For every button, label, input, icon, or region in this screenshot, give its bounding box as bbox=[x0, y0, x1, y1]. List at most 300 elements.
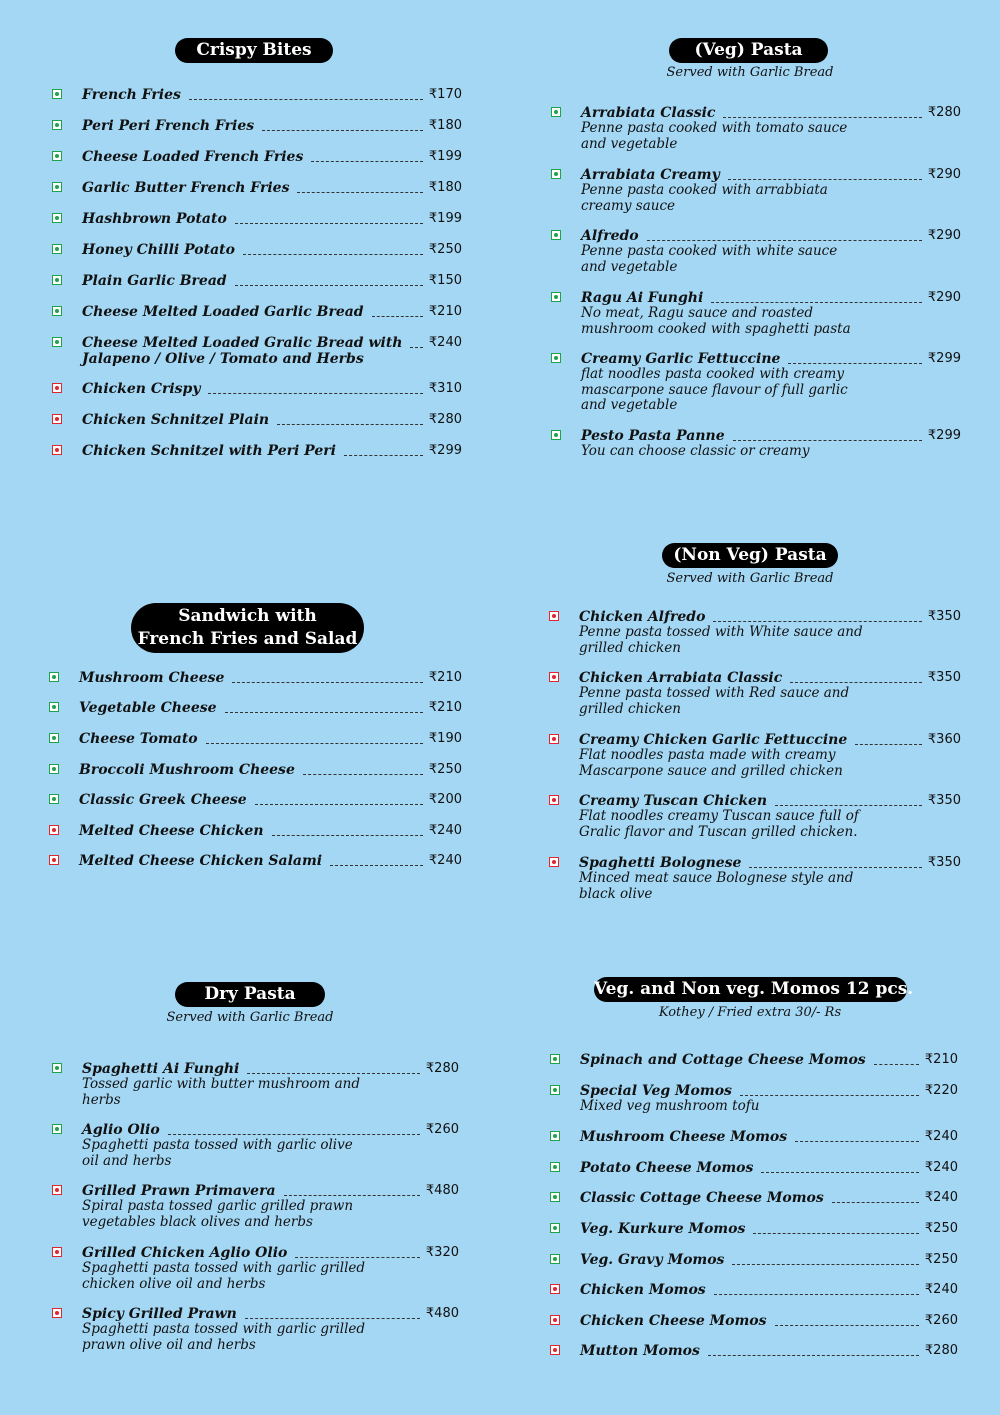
menu-item-name: Special Veg Momos bbox=[580, 1083, 732, 1099]
veg-pasta-list bbox=[551, 105, 961, 468]
menu-item-line bbox=[579, 855, 961, 871]
menu-item-name: Spinach and Cottage Cheese Momos bbox=[580, 1052, 866, 1068]
dotted-leader bbox=[711, 302, 922, 303]
menu-item-name: Cheese Melted Loaded Garlic Bread bbox=[82, 304, 364, 320]
menu-item-line bbox=[82, 1183, 459, 1199]
menu-item-line bbox=[82, 443, 462, 459]
menu-item-name: Broccoli Mushroom Cheese bbox=[79, 762, 295, 778]
menu-item-name: Grilled Chicken Aglio Olio bbox=[82, 1245, 288, 1261]
menu-item bbox=[550, 1343, 958, 1373]
menu-item-description: Penne pasta tossed with Red sauce and grilled chicken bbox=[579, 685, 850, 717]
menu-item-name: Vegetable Cheese bbox=[79, 700, 217, 716]
dotted-leader bbox=[235, 285, 423, 286]
menu-item-price: ₹290 bbox=[927, 228, 961, 243]
menu-item-name: Grilled Prawn Primavera bbox=[82, 1183, 276, 1199]
dotted-leader bbox=[647, 240, 922, 241]
menu-item bbox=[551, 228, 961, 290]
dotted-leader bbox=[255, 804, 423, 805]
menu-item-description: Flat noodles creamy Tuscan sauce full of Gralic flavor and Tuscan grilled chicken. bbox=[579, 808, 859, 840]
menu-item-name: Honey Chilli Potato bbox=[82, 242, 235, 258]
menu-item-price: ₹310 bbox=[428, 381, 462, 396]
menu-item bbox=[549, 670, 961, 732]
menu-item-line bbox=[580, 1083, 958, 1099]
menu-item bbox=[549, 855, 961, 905]
dotted-leader bbox=[330, 865, 423, 866]
menu-item-price: ₹210 bbox=[428, 700, 462, 715]
dotted-leader bbox=[832, 1202, 919, 1203]
menu-item-line bbox=[581, 167, 961, 183]
dotted-leader bbox=[753, 1233, 919, 1234]
menu-item-price: ₹220 bbox=[924, 1083, 958, 1098]
menu-item-description: Spaghetti pasta tossed with garlic grilled chicken olive oil and herbs bbox=[82, 1260, 366, 1292]
menu-item-name: Chicken Arrabiata Classic bbox=[579, 670, 783, 686]
veg-symbol-icon bbox=[550, 1085, 560, 1095]
menu-item bbox=[49, 670, 462, 700]
menu-item-line bbox=[79, 762, 462, 778]
menu-item-line bbox=[79, 792, 462, 808]
menu-item-line bbox=[82, 1122, 459, 1138]
menu-item-price: ₹199 bbox=[428, 211, 462, 226]
menu-item bbox=[549, 793, 961, 855]
menu-item-price: ₹250 bbox=[924, 1252, 958, 1267]
menu-item-name: Mushroom Cheese Momos bbox=[580, 1129, 788, 1145]
menu-item-line bbox=[82, 381, 462, 397]
dotted-leader bbox=[732, 1264, 918, 1265]
menu-item bbox=[52, 180, 462, 211]
nonveg-symbol-icon bbox=[549, 672, 559, 682]
menu-item-line bbox=[82, 1061, 459, 1077]
menu-item bbox=[550, 1160, 958, 1190]
menu-item bbox=[49, 823, 462, 853]
section-title-veg-pasta: (Veg) Pasta bbox=[669, 38, 828, 63]
menu-item-price: ₹240 bbox=[428, 823, 462, 838]
menu-item bbox=[49, 762, 462, 792]
menu-item-line bbox=[79, 731, 462, 747]
menu-item-line bbox=[580, 1129, 958, 1145]
dotted-leader bbox=[733, 440, 922, 441]
dotted-leader bbox=[262, 130, 423, 131]
veg-symbol-icon bbox=[550, 1162, 560, 1172]
section-title-crispy-bites: Crispy Bites bbox=[175, 38, 333, 63]
menu-item-line bbox=[82, 1306, 459, 1322]
menu-item-description: Flat noodles pasta made with creamy Mascarpone sauce and grilled chicken bbox=[579, 747, 843, 779]
menu-item-price: ₹190 bbox=[428, 731, 462, 746]
menu-item-line bbox=[580, 1282, 958, 1298]
nonveg-symbol-icon bbox=[549, 734, 559, 744]
nonveg-symbol-icon bbox=[49, 825, 59, 835]
menu-item-price: ₹480 bbox=[425, 1183, 459, 1198]
menu-item bbox=[52, 1122, 459, 1183]
menu-item-name: Spicy Grilled Prawn bbox=[82, 1306, 237, 1322]
veg-symbol-icon bbox=[550, 1254, 560, 1264]
crispy-bites-list bbox=[52, 87, 462, 474]
menu-item-line bbox=[581, 228, 961, 244]
menu-item-name: Melted Cheese Chicken Salami bbox=[79, 853, 323, 869]
veg-symbol-icon bbox=[52, 120, 62, 130]
menu-item bbox=[52, 273, 462, 304]
dotted-leader bbox=[714, 1294, 919, 1295]
menu-item-line bbox=[82, 180, 462, 196]
menu-item-name: Garlic Butter French Fries bbox=[82, 180, 290, 196]
nonveg-symbol-icon bbox=[52, 445, 62, 455]
menu-item bbox=[551, 428, 961, 468]
menu-item-price: ₹250 bbox=[428, 762, 462, 777]
menu-item-price: ₹350 bbox=[927, 793, 961, 808]
veg-symbol-icon bbox=[52, 151, 62, 161]
menu-item-price: ₹150 bbox=[428, 273, 462, 288]
dotted-leader bbox=[245, 1318, 420, 1319]
dotted-leader bbox=[795, 1141, 919, 1142]
menu-item bbox=[52, 335, 462, 381]
menu-item-name-continued: Jalapeno / Olive / Tomato and Herbs bbox=[82, 351, 364, 367]
menu-item-price: ₹240 bbox=[924, 1190, 958, 1205]
menu-item-price: ₹240 bbox=[924, 1160, 958, 1175]
menu-item-price: ₹210 bbox=[428, 304, 462, 319]
menu-item bbox=[550, 1252, 958, 1282]
menu-item-description: Penne pasta cooked with white sauce and vegetable bbox=[581, 243, 838, 275]
nonveg-symbol-icon bbox=[52, 1308, 62, 1318]
menu-item-description: Penne pasta tossed with White sauce and grilled chicken bbox=[579, 624, 863, 656]
dotted-leader bbox=[189, 99, 423, 100]
menu-item-line bbox=[581, 351, 961, 367]
menu-item-name: Ragu Ai Funghi bbox=[581, 290, 704, 306]
menu-item-name: Creamy Garlic Fettuccine bbox=[581, 351, 781, 367]
menu-item-description: Minced meat sauce Bolognese style and black olive bbox=[579, 870, 854, 902]
menu-item-line bbox=[580, 1221, 958, 1237]
menu-item-name: Alfredo bbox=[581, 228, 639, 244]
menu-item-price: ₹299 bbox=[927, 351, 961, 366]
menu-item-name: Hashbrown Potato bbox=[82, 211, 227, 227]
dotted-leader bbox=[790, 682, 922, 683]
menu-item-price: ₹240 bbox=[428, 853, 462, 868]
menu-item-line bbox=[82, 304, 462, 320]
menu-item bbox=[52, 1306, 459, 1356]
menu-item bbox=[52, 443, 462, 474]
menu-item bbox=[52, 87, 462, 118]
section-title-sandwich-line1: Sandwich with bbox=[178, 606, 317, 626]
nonveg-symbol-icon bbox=[549, 611, 559, 621]
nonveg-symbol-icon bbox=[52, 383, 62, 393]
dotted-leader bbox=[206, 743, 423, 744]
veg-symbol-icon bbox=[52, 89, 62, 99]
menu-item-price: ₹250 bbox=[924, 1221, 958, 1236]
menu-item-name: Pesto Pasta Panne bbox=[581, 428, 725, 444]
menu-item-price: ₹240 bbox=[924, 1282, 958, 1297]
section-subtitle-dry-pasta: Served with Garlic Bread bbox=[166, 1010, 334, 1025]
section-title-dry-pasta: Dry Pasta bbox=[175, 982, 325, 1007]
veg-symbol-icon bbox=[550, 1131, 560, 1141]
menu-item-price: ₹350 bbox=[927, 855, 961, 870]
menu-item bbox=[49, 853, 462, 883]
dotted-leader bbox=[277, 424, 423, 425]
menu-item-price: ₹210 bbox=[428, 670, 462, 685]
menu-item bbox=[551, 351, 961, 428]
menu-item-name: Cheese Tomato bbox=[79, 731, 198, 747]
menu-item-price: ₹360 bbox=[927, 732, 961, 747]
veg-symbol-icon bbox=[52, 213, 62, 223]
nonveg-symbol-icon bbox=[550, 1345, 560, 1355]
menu-item bbox=[551, 290, 961, 351]
dotted-leader bbox=[761, 1172, 919, 1173]
dotted-leader bbox=[225, 712, 423, 713]
veg-symbol-icon bbox=[550, 1192, 560, 1202]
veg-symbol-icon bbox=[52, 337, 62, 347]
dotted-leader bbox=[247, 1073, 420, 1074]
nonveg-symbol-icon bbox=[549, 795, 559, 805]
menu-item bbox=[52, 1183, 459, 1245]
dotted-leader bbox=[723, 117, 921, 118]
dotted-leader bbox=[410, 347, 422, 348]
dotted-leader bbox=[775, 805, 922, 806]
veg-symbol-icon bbox=[551, 292, 561, 302]
section-title-sandwich bbox=[131, 603, 364, 653]
menu-item-name: Classic Greek Cheese bbox=[79, 792, 247, 808]
menu-item-price: ₹280 bbox=[425, 1061, 459, 1076]
menu-item-name: Aglio Olio bbox=[82, 1122, 160, 1138]
menu-item bbox=[52, 118, 462, 149]
menu-item-name: Melted Cheese Chicken bbox=[79, 823, 264, 839]
menu-item-price: ₹290 bbox=[927, 290, 961, 305]
menu-item bbox=[550, 1313, 958, 1343]
dotted-leader bbox=[295, 1257, 420, 1258]
dotted-leader bbox=[232, 682, 423, 683]
menu-item-name: French Fries bbox=[82, 87, 181, 103]
dotted-leader bbox=[874, 1064, 919, 1065]
veg-symbol-icon bbox=[52, 1124, 62, 1134]
menu-item-line bbox=[579, 670, 961, 686]
menu-item-name: Veg. Gravy Momos bbox=[580, 1252, 725, 1268]
section-title-sandwich-line2: French Fries and Salad bbox=[137, 629, 358, 649]
menu-item bbox=[551, 105, 961, 167]
menu-item-price: ₹299 bbox=[428, 443, 462, 458]
nonveg-symbol-icon bbox=[52, 1247, 62, 1257]
menu-item-name: Chicken Schnitzel Plain bbox=[82, 412, 270, 428]
menu-item-line bbox=[579, 793, 961, 809]
menu-item-line bbox=[581, 105, 961, 121]
menu-item-price: ₹260 bbox=[425, 1122, 459, 1137]
veg-symbol-icon bbox=[550, 1223, 560, 1233]
menu-item-name: Cheese Loaded French Fries bbox=[82, 149, 304, 165]
dotted-leader bbox=[297, 192, 422, 193]
menu-item bbox=[550, 1190, 958, 1221]
menu-item-name: Veg. Kurkure Momos bbox=[580, 1221, 746, 1237]
dotted-leader bbox=[235, 223, 423, 224]
menu-item-line bbox=[79, 823, 462, 839]
dry-pasta-list bbox=[52, 1061, 459, 1356]
veg-symbol-icon bbox=[52, 1063, 62, 1073]
menu-item-price: ₹240 bbox=[428, 335, 462, 350]
menu-item bbox=[52, 242, 462, 273]
menu-item bbox=[550, 1221, 958, 1252]
menu-item-description: Spaghetti pasta tossed with garlic grilled prawn olive oil and herbs bbox=[82, 1321, 366, 1353]
dotted-leader bbox=[284, 1195, 420, 1196]
dotted-leader bbox=[208, 393, 422, 394]
veg-symbol-icon bbox=[551, 353, 561, 363]
veg-symbol-icon bbox=[49, 672, 59, 682]
menu-item-name: Cheese Melted Loaded Gralic Bread with bbox=[82, 335, 403, 351]
nonveg-symbol-icon bbox=[550, 1315, 560, 1325]
menu-item-name: Arrabiata Classic bbox=[581, 105, 716, 121]
dotted-leader bbox=[708, 1355, 919, 1356]
menu-item-name: Potato Cheese Momos bbox=[580, 1160, 754, 1176]
menu-item-name: Chicken Cheese Momos bbox=[580, 1313, 767, 1329]
menu-item-line bbox=[79, 700, 462, 716]
menu-item-price: ₹199 bbox=[428, 149, 462, 164]
dotted-leader bbox=[788, 363, 922, 364]
menu-item-price: ₹350 bbox=[927, 609, 961, 624]
menu-item-line bbox=[82, 149, 462, 165]
menu-item-name: Chicken Alfredo bbox=[579, 609, 706, 625]
veg-symbol-icon bbox=[551, 430, 561, 440]
menu-item-name: Creamy Tuscan Chicken bbox=[579, 793, 768, 809]
dotted-leader bbox=[311, 161, 423, 162]
veg-symbol-icon bbox=[49, 733, 59, 743]
menu-item-line bbox=[82, 1245, 459, 1261]
menu-item-description: You can choose classic or creamy bbox=[581, 443, 810, 459]
menu-item-description: Spiral pasta tossed garlic grilled prawn vegetables black olives and herbs bbox=[82, 1198, 354, 1230]
veg-symbol-icon bbox=[551, 169, 561, 179]
menu-item bbox=[52, 304, 462, 335]
nonveg-pasta-list bbox=[549, 609, 961, 905]
menu-item-price: ₹280 bbox=[927, 105, 961, 120]
menu-item-price: ₹480 bbox=[425, 1306, 459, 1321]
menu-item-name: Mutton Momos bbox=[580, 1343, 700, 1359]
section-subtitle-veg-pasta: Served with Garlic Bread bbox=[666, 65, 834, 80]
menu-item-price: ₹210 bbox=[924, 1052, 958, 1067]
menu-item-description: Penne pasta cooked with arrabbiata creamy sauce bbox=[581, 182, 828, 214]
menu-item-line bbox=[581, 428, 961, 444]
veg-symbol-icon bbox=[52, 306, 62, 316]
menu-item bbox=[52, 1061, 459, 1122]
dotted-leader bbox=[303, 774, 423, 775]
dotted-leader bbox=[168, 1134, 420, 1135]
menu-item-line bbox=[82, 242, 462, 258]
menu-item-description: Tossed garlic with butter mushroom and herbs bbox=[82, 1076, 361, 1108]
menu-item bbox=[52, 381, 462, 412]
menu-item bbox=[550, 1083, 958, 1129]
veg-symbol-icon bbox=[49, 794, 59, 804]
veg-symbol-icon bbox=[52, 275, 62, 285]
menu-item bbox=[52, 412, 462, 443]
menu-item-price: ₹350 bbox=[927, 670, 961, 685]
veg-symbol-icon bbox=[49, 702, 59, 712]
dotted-leader bbox=[740, 1095, 919, 1096]
menu-item-price: ₹299 bbox=[927, 428, 961, 443]
menu-item-description: Spaghetti pasta tossed with garlic olive oil and herbs bbox=[82, 1137, 353, 1169]
menu-item-line bbox=[581, 290, 961, 306]
menu-item-name: Chicken Momos bbox=[580, 1282, 706, 1298]
menu-item-line bbox=[82, 87, 462, 103]
dotted-leader bbox=[344, 455, 423, 456]
dotted-leader bbox=[243, 254, 423, 255]
menu-item bbox=[52, 211, 462, 242]
menu-item-name: Spaghetti Bolognese bbox=[579, 855, 742, 871]
menu-item bbox=[49, 700, 462, 731]
menu-item-name: Chicken Crispy bbox=[82, 381, 201, 397]
veg-symbol-icon bbox=[551, 107, 561, 117]
dotted-leader bbox=[855, 744, 922, 745]
menu-item-price: ₹290 bbox=[927, 167, 961, 182]
dotted-leader bbox=[728, 179, 922, 180]
menu-item-name: Creamy Chicken Garlic Fettuccine bbox=[579, 732, 848, 748]
menu-item-price: ₹180 bbox=[428, 180, 462, 195]
nonveg-symbol-icon bbox=[550, 1284, 560, 1294]
menu-item bbox=[551, 167, 961, 228]
menu-item-line bbox=[580, 1160, 958, 1176]
menu-item-price: ₹260 bbox=[924, 1313, 958, 1328]
menu-item bbox=[49, 792, 462, 823]
menu-item-price: ₹280 bbox=[924, 1343, 958, 1358]
menu-item-price: ₹200 bbox=[428, 792, 462, 807]
veg-symbol-icon bbox=[52, 182, 62, 192]
menu-item-price: ₹250 bbox=[428, 242, 462, 257]
menu-item-line bbox=[82, 335, 462, 351]
menu-item-description: Penne pasta cooked with tomato sauce and vegetable bbox=[581, 120, 848, 152]
section-subtitle-momos: Kothey / Fried extra 30/- Rs bbox=[658, 1005, 842, 1020]
menu-item-name: Chicken Schnitzel with Peri Peri bbox=[82, 443, 336, 459]
menu-item-price: ₹170 bbox=[428, 87, 462, 102]
menu-item bbox=[52, 149, 462, 180]
menu-item bbox=[550, 1282, 958, 1313]
menu-item-description: Mixed veg mushroom tofu bbox=[580, 1098, 760, 1114]
veg-symbol-icon bbox=[52, 244, 62, 254]
menu-item-line bbox=[79, 853, 462, 869]
menu-item-line bbox=[82, 412, 462, 428]
menu-item-name: Peri Peri French Fries bbox=[82, 118, 255, 134]
menu-item bbox=[549, 732, 961, 793]
dotted-leader bbox=[713, 621, 921, 622]
momos-list bbox=[550, 1052, 958, 1373]
menu-item-line bbox=[580, 1343, 958, 1359]
nonveg-symbol-icon bbox=[52, 1185, 62, 1195]
section-subtitle-nonveg-pasta: Served with Garlic Bread bbox=[666, 571, 834, 586]
menu-item-name: Classic Cottage Cheese Momos bbox=[580, 1190, 824, 1206]
menu-item-line bbox=[580, 1052, 958, 1068]
nonveg-symbol-icon bbox=[49, 855, 59, 865]
menu-item-description: No meat, Ragu sauce and roasted mushroom cooked with spaghetti pasta bbox=[581, 305, 851, 337]
menu-item-line bbox=[580, 1190, 958, 1206]
menu-item-price: ₹320 bbox=[425, 1245, 459, 1260]
menu-item-name: Arrabiata Creamy bbox=[581, 167, 720, 183]
section-title-nonveg-pasta: (Non Veg) Pasta bbox=[662, 543, 838, 568]
menu-item bbox=[550, 1129, 958, 1160]
menu-item bbox=[549, 609, 961, 670]
menu-item-name: Spaghetti Ai Funghi bbox=[82, 1061, 240, 1077]
menu-item-line bbox=[82, 273, 462, 289]
dotted-leader bbox=[749, 867, 921, 868]
menu-item-line bbox=[580, 1313, 958, 1329]
menu-item bbox=[49, 731, 462, 762]
veg-symbol-icon bbox=[550, 1054, 560, 1064]
veg-symbol-icon bbox=[551, 230, 561, 240]
nonveg-symbol-icon bbox=[549, 857, 559, 867]
menu-item-line bbox=[579, 609, 961, 625]
dotted-leader bbox=[272, 835, 423, 836]
veg-symbol-icon bbox=[49, 764, 59, 774]
section-title-momos: Veg. and Non veg. Momos 12 pcs. bbox=[594, 977, 907, 1002]
menu-item bbox=[550, 1052, 958, 1083]
dotted-leader bbox=[372, 316, 423, 317]
sandwich-list bbox=[49, 670, 462, 883]
menu-item-line bbox=[79, 670, 462, 686]
menu-item bbox=[52, 1245, 459, 1306]
menu-item-price: ₹280 bbox=[428, 412, 462, 427]
menu-item-line bbox=[580, 1252, 958, 1268]
nonveg-symbol-icon bbox=[52, 414, 62, 424]
menu-item-name: Mushroom Cheese bbox=[79, 670, 225, 686]
menu-item-name: Plain Garlic Bread bbox=[82, 273, 227, 289]
menu-item-line bbox=[82, 118, 462, 134]
